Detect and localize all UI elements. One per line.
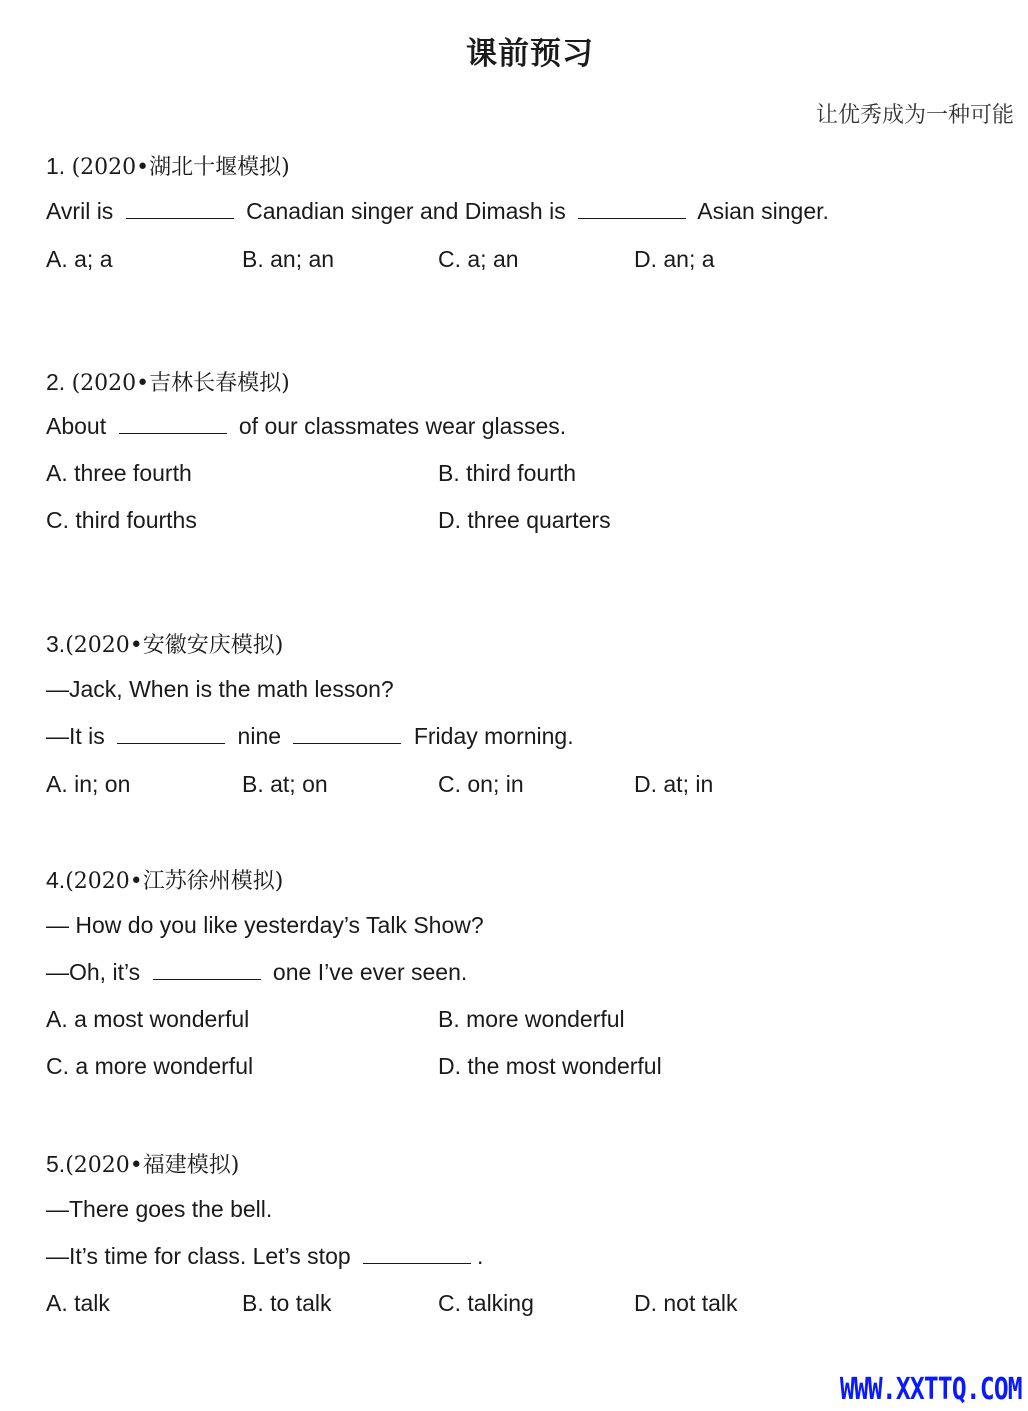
option-a: A. talk [46, 1290, 110, 1316]
answer-blank [126, 200, 234, 219]
option-b: B. to talk [242, 1290, 332, 1316]
option-d: D. at; in [634, 771, 714, 797]
site-watermark: WWW.XXTTQ.COM [840, 1372, 1022, 1407]
option-a: A. a most wonderful [46, 1006, 250, 1032]
option-c: C. a; an [438, 246, 519, 272]
question-source: (2020•安徽安庆模拟) [65, 633, 284, 658]
option-b: B. at; on [242, 771, 328, 797]
option-d: D. three quarters [438, 507, 611, 533]
motto: 让优秀成为一种可能 [815, 103, 1014, 128]
option-c: C. talking [438, 1290, 534, 1316]
question-4-header [46, 864, 283, 895]
question-number: 3. [46, 631, 66, 657]
option-d: D. not talk [634, 1290, 738, 1316]
question-2-header [46, 366, 290, 397]
question-5-dialogue-1: —There goes the bell. [46, 1196, 273, 1222]
question-5-header [46, 1148, 239, 1179]
answer-blank [117, 725, 225, 744]
answer-blank [293, 725, 401, 744]
question-4-dialogue-1: — How do you like yesterday’s Talk Show? [46, 912, 484, 938]
option-b: B. third fourth [438, 460, 577, 486]
question-number: 1. [46, 153, 66, 179]
option-c: C. third fourths [46, 507, 197, 533]
question-source: (2020•湖北十堰模拟) [71, 155, 290, 180]
option-a: A. three fourth [46, 460, 192, 486]
option-c: C. a more wonderful [46, 1053, 254, 1079]
answer-blank [153, 961, 261, 980]
answer-blank [119, 415, 227, 434]
option-d: D. an; a [634, 246, 715, 272]
question-source: (2020•吉林长春模拟) [71, 371, 290, 396]
option-a: A. a; a [46, 246, 113, 272]
option-b: B. more wonderful [438, 1006, 625, 1032]
option-b: B. an; an [242, 246, 335, 272]
question-3-header [46, 628, 283, 659]
option-a: A. in; on [46, 771, 131, 797]
question-source: (2020•江苏徐州模拟) [65, 869, 284, 894]
option-c: C. on; in [438, 771, 524, 797]
question-number: 4. [46, 867, 66, 893]
question-3-stem: —It is nine Friday morning. [46, 723, 574, 749]
page-title: 课前预习 [466, 36, 594, 72]
question-number: 5. [46, 1151, 66, 1177]
question-1-header [46, 150, 290, 181]
answer-blank [363, 1245, 471, 1264]
question-2-stem: About of our classmates wear glasses. [46, 413, 567, 439]
question-3-dialogue-1: —Jack, When is the math lesson? [46, 676, 394, 702]
option-d: D. the most wonderful [438, 1053, 662, 1079]
question-number: 2. [46, 369, 66, 395]
question-5-stem: —It’s time for class. Let’s stop . [46, 1243, 484, 1269]
question-4-stem: —Oh, it’s one I’ve ever seen. [46, 959, 468, 985]
answer-blank [578, 200, 686, 219]
question-1-stem: Avril is Canadian singer and Dimash is Asian singer. [46, 198, 829, 224]
question-source: (2020•福建模拟) [65, 1153, 240, 1178]
